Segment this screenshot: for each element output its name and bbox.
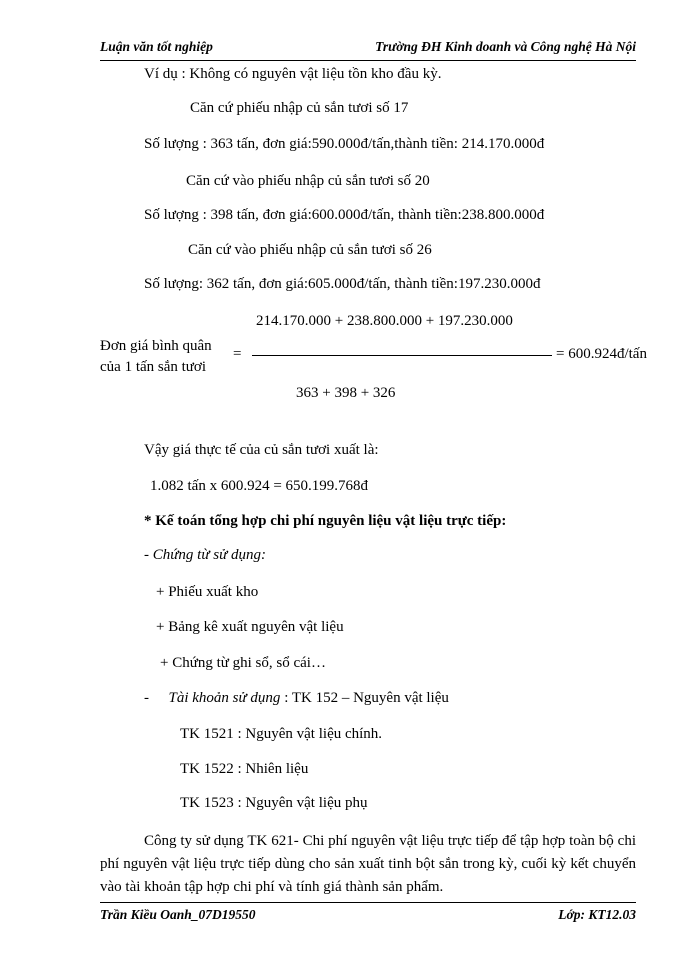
account-dash: - [144,690,149,706]
quantity-line-3: Số lượng: 362 tấn, đơn giá:605.000đ/tấn, thành tiền:197.230.000đ [144,276,541,292]
formula-equals: = [233,346,242,362]
receipt-line-3: Căn cứ vào phiếu nhập củ sắn tươi số 26 [188,242,432,258]
quantity-line-1: Số lượng : 363 tấn, đơn giá:590.000đ/tấn,thành tiền: 214.170.000đ [144,136,545,152]
header-left: Luận văn tốt nghiệp [100,39,213,54]
example-line: Ví dụ : Không có nguyên vật liệu tồn kho đầu kỳ. [144,66,442,82]
calculation-line: 1.082 tấn x 600.924 = 650.199.768đ [150,478,369,494]
formula-label-line-2: của 1 tấn sắn tươi [100,359,207,375]
account-label: Tài khoản sử dụng [168,690,281,706]
receipt-line-2: Căn cứ vào phiếu nhập củ sắn tươi số 20 [186,173,430,189]
closing-paragraph: Công ty sử dụng TK 621- Chi phí nguyên vật liệu trực tiếp để tập hợp toàn bộ chi phí nguyên vật liệu trực tiếp dùng cho sản xuất tinh bột sắn trong kỳ, cuối kỳ kết chuyển vào tài khoản tập hợp chi phí và tính giá thành sản phẩm. [100,833,636,895]
quantity-line-2: Số lượng : 398 tấn, đơn giá:600.000đ/tấn, thành tiền:238.800.000đ [144,207,545,223]
actual-price-line: Vậy giá thực tế của củ sắn tươi xuất là: [144,442,379,458]
account-item-1521: TK 1521 : Nguyên vật liệu chính. [180,726,383,742]
footer-left: Trần Kiều Oanh_07D19550 [100,907,256,922]
formula-denominator: 363 + 398 + 326 [296,385,396,401]
formula-numerator: 214.170.000 + 238.800.000 + 197.230.000 [256,313,513,329]
account-line [144,690,449,707]
document-item-2: + Bảng kê xuất nguyên vật liệu [156,619,344,635]
footer-rule [100,902,636,903]
account-item-1522: TK 1522 : Nhiên liệu [180,761,309,777]
section-heading: * Kế toán tổng hợp chi phí nguyên liệu vật liệu trực tiếp: [144,513,507,529]
receipt-line-1: Căn cứ phiếu nhập củ sắn tươi số 17 [190,100,409,116]
formula-label-line-1: Đơn giá bình quân [100,338,212,354]
account-value: : TK 152 – Nguyên vật liệu [284,690,449,706]
header-right: Trường ĐH Kinh doanh và Công nghệ Hà Nội [375,39,636,54]
formula-result: = 600.924đ/tấn [556,346,647,362]
fraction-bar [252,355,552,356]
header-rule [100,60,636,61]
document-item-1: + Phiếu xuất kho [156,584,259,600]
footer-right: Lớp: KT12.03 [558,907,636,922]
account-item-1523: TK 1523 : Nguyên vật liệu phụ [180,795,368,811]
document-item-3: + Chứng từ ghi sổ, sổ cái… [160,655,326,671]
documents-label: - Chứng từ sử dụng: [144,547,267,563]
